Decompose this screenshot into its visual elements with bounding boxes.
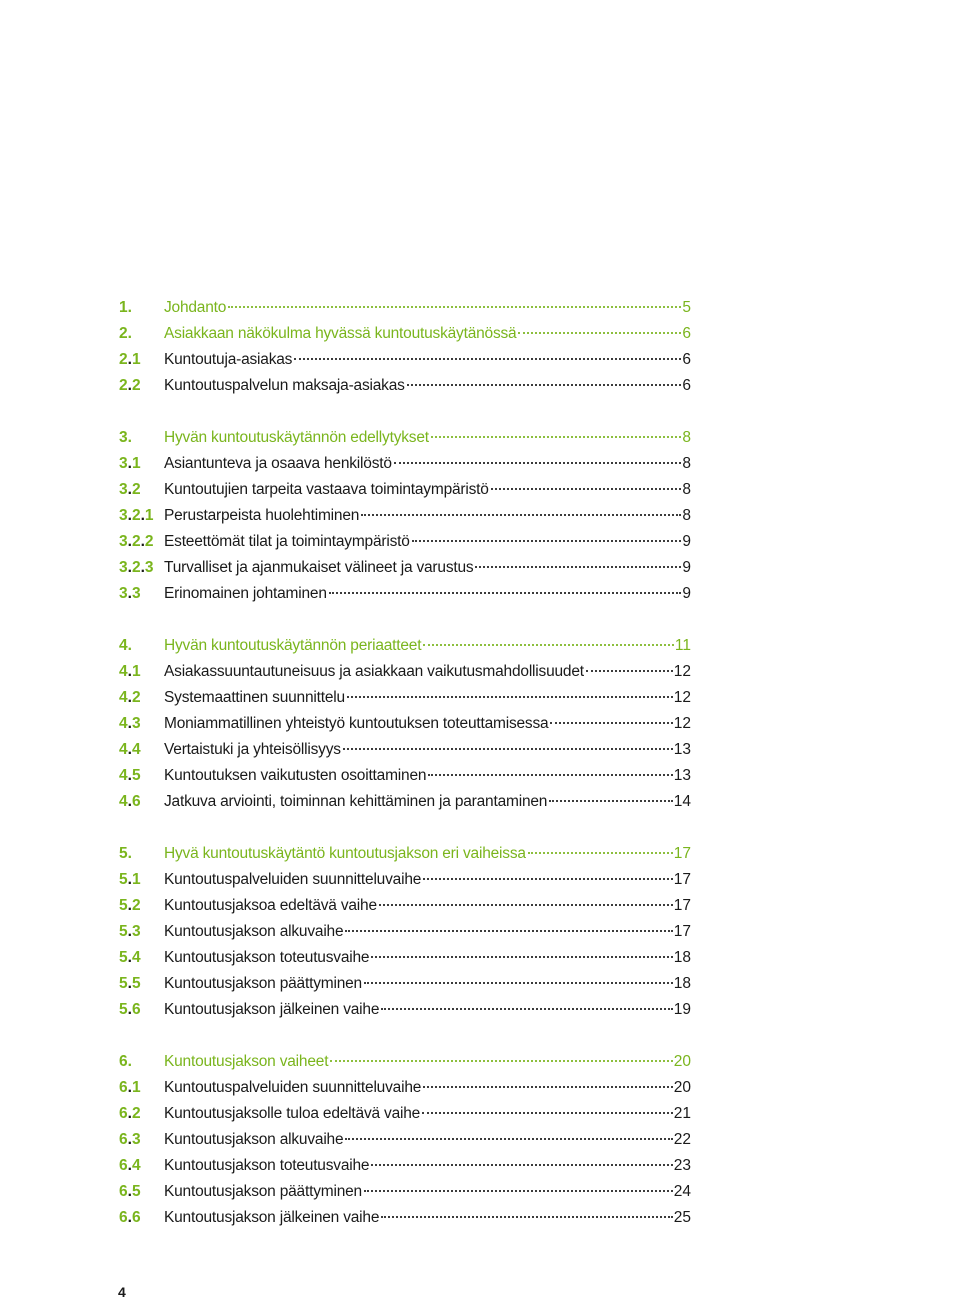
dot-leader xyxy=(330,1060,672,1062)
toc-entry[interactable] xyxy=(119,920,691,946)
toc-entry-number: 5.6 xyxy=(119,1001,141,1018)
dot-leader xyxy=(407,384,682,386)
toc-entry-page: 11 xyxy=(674,637,691,654)
toc-entry-number: 3.2 xyxy=(119,481,141,498)
toc-entry-number: 3.2.3 xyxy=(119,559,154,576)
toc-entry-title: Asiakassuuntautuneisuus ja asiakkaan vaikutusmahdollisuudet xyxy=(164,663,584,680)
dot-leader xyxy=(381,1008,672,1010)
toc-entry-number: 6.5 xyxy=(119,1183,141,1200)
toc-entry[interactable] xyxy=(119,868,691,894)
toc-entry-title: Kuntoutusjakson jälkeinen vaihe xyxy=(164,1001,380,1018)
dot-leader xyxy=(422,1112,673,1114)
toc-entry-number: 5.2 xyxy=(119,897,141,914)
toc-entry[interactable] xyxy=(119,1154,691,1180)
toc-entry-title: Kuntoutujien tarpeita vastaava toimintaympäristö xyxy=(164,481,489,498)
toc-entry-page: 18 xyxy=(673,975,691,992)
dot-leader xyxy=(345,1138,672,1140)
toc-entry-title: Perustarpeista huolehtiminen xyxy=(164,507,360,524)
toc-entry-page: 18 xyxy=(673,949,691,966)
toc-entry-title: Asiakkaan näkökulma hyvässä kuntoutuskäytänössä xyxy=(164,325,517,342)
toc-section-gap xyxy=(119,816,691,842)
toc-entry-title: Turvalliset ja ajanmukaiset välineet ja varustus xyxy=(164,559,474,576)
toc-entry[interactable] xyxy=(119,478,691,504)
toc-entry-page: 24 xyxy=(673,1183,691,1200)
toc-entry-title: Vertaistuki ja yhteisöllisyys xyxy=(164,741,341,758)
toc-entry[interactable] xyxy=(119,504,691,530)
toc-entry-title: Moniammatillinen yhteistyö kuntoutuksen toteuttamisessa xyxy=(164,715,549,732)
toc-entry[interactable] xyxy=(119,972,691,998)
toc-entry-page: 6 xyxy=(682,351,691,368)
dot-leader xyxy=(371,956,672,958)
dot-leader xyxy=(343,748,673,750)
toc-entry[interactable] xyxy=(119,686,691,712)
toc-entry[interactable] xyxy=(119,790,691,816)
dot-leader xyxy=(423,644,674,646)
toc-entry[interactable] xyxy=(119,1180,691,1206)
toc-entry-number: 3.2.1 xyxy=(119,507,154,524)
toc-chapter-heading[interactable] xyxy=(119,296,691,322)
toc-entry-page: 25 xyxy=(673,1209,691,1226)
toc-entry-title: Esteettömät tilat ja toimintaympäristö xyxy=(164,533,410,550)
toc-entry[interactable] xyxy=(119,452,691,478)
toc-entry-page: 14 xyxy=(673,793,691,810)
toc-entry-number: 6.6 xyxy=(119,1209,141,1226)
toc-entry-title: Kuntoutuspalveluiden suunnitteluvaihe xyxy=(164,1079,422,1096)
toc-entry-number: 2. xyxy=(119,325,132,342)
toc-entry-number: 5.5 xyxy=(119,975,141,992)
toc-entry[interactable] xyxy=(119,764,691,790)
toc-entry-page: 12 xyxy=(673,715,691,732)
toc-entry-page: 20 xyxy=(673,1079,691,1096)
toc-entry[interactable] xyxy=(119,1206,691,1232)
toc-entry[interactable] xyxy=(119,582,691,608)
toc-entry-number: 6.1 xyxy=(119,1079,141,1096)
toc-entry-page: 13 xyxy=(673,741,691,758)
toc-entry-number: 5.4 xyxy=(119,949,141,966)
dot-leader xyxy=(364,1190,673,1192)
toc-chapter-heading[interactable] xyxy=(119,842,691,868)
toc-entry-number: 1. xyxy=(119,299,132,316)
toc-entry-number: 6.3 xyxy=(119,1131,141,1148)
toc-entry-page: 22 xyxy=(673,1131,691,1148)
dot-leader xyxy=(412,540,682,542)
toc-entry-title: Asiantunteva ja osaava henkilöstö xyxy=(164,455,392,472)
toc-entry[interactable] xyxy=(119,738,691,764)
dot-leader xyxy=(379,904,673,906)
toc-entry-title: Erinomainen johtaminen xyxy=(164,585,327,602)
toc-entry-page: 17 xyxy=(673,897,691,914)
toc-entry-number: 3. xyxy=(119,429,132,446)
toc-entry-number: 4. xyxy=(119,637,132,654)
toc-entry-page: 6 xyxy=(682,325,691,342)
table-of-contents xyxy=(119,296,691,1232)
toc-entry[interactable] xyxy=(119,998,691,1024)
toc-entry-page: 8 xyxy=(682,507,691,524)
dot-leader xyxy=(518,332,681,334)
dot-leader xyxy=(364,982,673,984)
toc-entry-number: 2.1 xyxy=(119,351,141,368)
toc-entry-page: 17 xyxy=(673,923,691,940)
toc-entry-title: Kuntoutuspalvelun maksaja-asiakas xyxy=(164,377,405,394)
toc-section-gap xyxy=(119,1024,691,1050)
toc-entry[interactable] xyxy=(119,556,691,582)
dot-leader xyxy=(381,1216,672,1218)
toc-chapter-heading[interactable] xyxy=(119,634,691,660)
dot-leader xyxy=(423,878,673,880)
toc-entry[interactable] xyxy=(119,374,691,400)
toc-entry-number: 2.2 xyxy=(119,377,141,394)
dot-leader xyxy=(549,800,673,802)
dot-leader xyxy=(371,1164,672,1166)
toc-entry[interactable] xyxy=(119,712,691,738)
toc-entry-title: Kuntoutusjaksolle tuloa edeltävä vaihe xyxy=(164,1105,421,1122)
dot-leader xyxy=(550,722,672,724)
toc-entry-number: 3.3 xyxy=(119,585,141,602)
dot-leader xyxy=(423,1086,673,1088)
toc-entry[interactable] xyxy=(119,1128,691,1154)
toc-entry[interactable] xyxy=(119,946,691,972)
toc-section-gap xyxy=(119,400,691,426)
toc-entry-title: Kuntoutuspalveluiden suunnitteluvaihe xyxy=(164,871,422,888)
toc-chapter-heading[interactable] xyxy=(119,1050,691,1076)
toc-entry[interactable] xyxy=(119,1076,691,1102)
toc-entry-title: Johdanto xyxy=(164,299,227,316)
toc-entry-title: Kuntoutusjakson alkuvaihe xyxy=(164,1131,344,1148)
toc-entry[interactable] xyxy=(119,530,691,556)
toc-entry-title: Systemaattinen suunnittelu xyxy=(164,689,345,706)
toc-chapter-heading[interactable] xyxy=(119,426,691,452)
toc-entry-title: Kuntoutuja-asiakas xyxy=(164,351,293,368)
toc-entry-number: 4.2 xyxy=(119,689,141,706)
toc-entry-page: 9 xyxy=(682,585,691,602)
dot-leader xyxy=(329,592,682,594)
toc-entry-title: Kuntoutusjakson päättyminen xyxy=(164,1183,362,1200)
toc-entry-number: 6.2 xyxy=(119,1105,141,1122)
toc-entry-page: 12 xyxy=(673,663,691,680)
toc-entry-number: 5. xyxy=(119,845,132,862)
toc-entry-page: 8 xyxy=(682,455,691,472)
toc-entry[interactable] xyxy=(119,894,691,920)
toc-entry-page: 8 xyxy=(682,481,691,498)
toc-entry-number: 3.1 xyxy=(119,455,141,472)
toc-entry-title: Kuntoutusjaksoa edeltävä vaihe xyxy=(164,897,377,914)
dot-leader xyxy=(228,306,681,308)
dot-leader xyxy=(586,670,673,672)
toc-entry-number: 4.6 xyxy=(119,793,141,810)
toc-chapter-heading[interactable] xyxy=(119,322,691,348)
toc-entry-title: Hyvän kuntoutuskäytännön periaatteet xyxy=(164,637,422,654)
dot-leader xyxy=(361,514,681,516)
toc-entry-number: 4.5 xyxy=(119,767,141,784)
toc-entry-number: 5.1 xyxy=(119,871,141,888)
toc-entry-page: 9 xyxy=(682,559,691,576)
toc-entry-page: 5 xyxy=(682,299,691,316)
toc-entry-number: 4.1 xyxy=(119,663,141,680)
dot-leader xyxy=(491,488,682,490)
toc-entry-number: 5.3 xyxy=(119,923,141,940)
dot-leader xyxy=(345,930,672,932)
toc-entry-page: 12 xyxy=(673,689,691,706)
toc-entry[interactable] xyxy=(119,1102,691,1128)
toc-entry-page: 20 xyxy=(673,1053,691,1070)
toc-entry[interactable] xyxy=(119,660,691,686)
toc-entry-title: Kuntoutusjakson alkuvaihe xyxy=(164,923,344,940)
toc-entry-title: Kuntoutuksen vaikutusten osoittaminen xyxy=(164,767,427,784)
dot-leader xyxy=(428,774,672,776)
toc-entry-title: Hyvä kuntoutuskäytäntö kuntoutusjakson eri vaiheissa xyxy=(164,845,526,862)
toc-entry-number: 4.3 xyxy=(119,715,141,732)
page-number: 4 xyxy=(118,1284,126,1300)
dot-leader xyxy=(431,436,682,438)
toc-entry-number: 4.4 xyxy=(119,741,141,758)
toc-entry-page: 23 xyxy=(673,1157,691,1174)
toc-entry-title: Kuntoutusjakson päättyminen xyxy=(164,975,362,992)
toc-entry-title: Kuntoutusjakson jälkeinen vaihe xyxy=(164,1209,380,1226)
toc-entry-page: 6 xyxy=(682,377,691,394)
toc-entry-page: 9 xyxy=(682,533,691,550)
toc-entry[interactable] xyxy=(119,348,691,374)
toc-entry-title: Hyvän kuntoutuskäytännön edellytykset xyxy=(164,429,429,446)
toc-section-gap xyxy=(119,608,691,634)
toc-entry-page: 19 xyxy=(673,1001,691,1018)
toc-entry-title: Kuntoutusjakson toteutusvaihe xyxy=(164,1157,370,1174)
dot-leader xyxy=(394,462,682,464)
toc-entry-number: 6. xyxy=(119,1053,132,1070)
dot-leader xyxy=(347,696,673,698)
toc-entry-title: Jatkuva arviointi, toiminnan kehittäminen ja parantaminen xyxy=(164,793,548,810)
toc-entry-page: 13 xyxy=(673,767,691,784)
toc-entry-page: 8 xyxy=(682,429,691,446)
toc-entry-page: 17 xyxy=(673,845,691,862)
toc-entry-title: Kuntoutusjakson toteutusvaihe xyxy=(164,949,370,966)
dot-leader xyxy=(475,566,681,568)
toc-entry-page: 21 xyxy=(673,1105,691,1122)
toc-entry-number: 3.2.2 xyxy=(119,533,154,550)
dot-leader xyxy=(528,852,673,854)
toc-entry-title: Kuntoutusjakson vaiheet xyxy=(164,1053,329,1070)
dot-leader xyxy=(294,358,681,360)
toc-entry-page: 17 xyxy=(673,871,691,888)
toc-entry-number: 6.4 xyxy=(119,1157,141,1174)
